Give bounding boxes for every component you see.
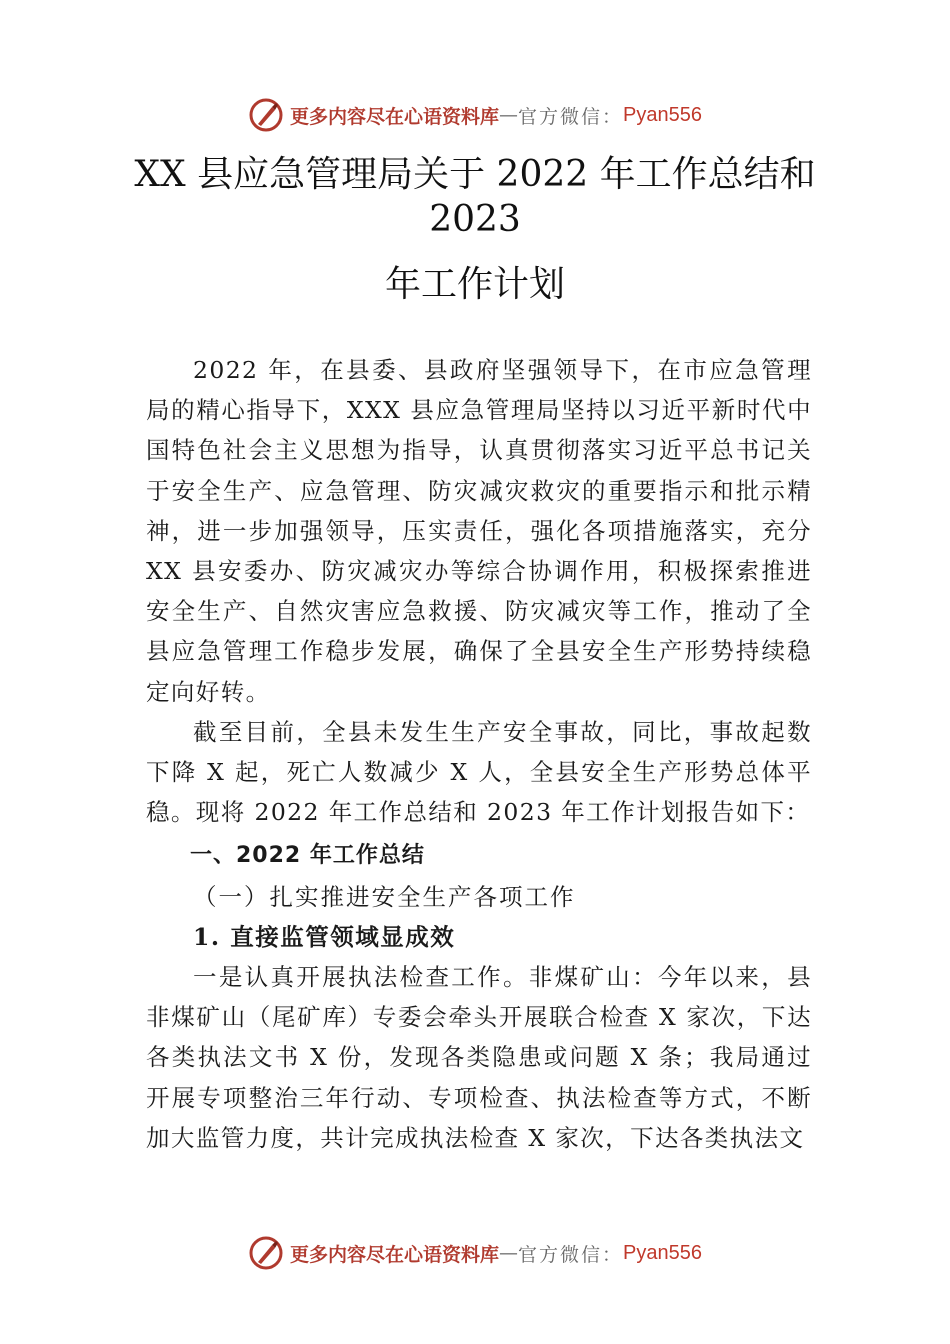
watermark-separator: —: [499, 104, 519, 126]
document-title-line3: 年工作计划: [384, 264, 565, 305]
watermark-text: 更多内容尽在心语资料库: [290, 1243, 500, 1266]
watermark-id: Pyan556: [623, 1241, 702, 1264]
section-heading-1-1: （一）扎实推进安全生产各项工作: [193, 882, 576, 911]
footer-watermark: [0, 1233, 950, 1273]
section-heading-1-1-1: 1. 直接监管领域显成效: [193, 922, 456, 951]
watermark-official: 官方微信：: [518, 1243, 624, 1266]
document-title-line1: XX 县应急管理局关于 2022 年工作总结和: [134, 154, 816, 195]
watermark-id: Pyan556: [623, 103, 702, 126]
paragraph-intro: 2022 年，在县委、县政府坚强领导下，在市应急管理局的精心指导下，XXX 县应急管理局坚持以习近平新时代中国特色社会主义思想为指导，认真贯彻落实习近平总书记关于安全生产、应急管理、防灾减灾救灾的重要指示和批示精神，进一步加强领导，压实责任，强化各项措施落实，充分 XX 县安委办、防灾减灾办等综合协调作用，积极探索推进安全生产、自然灾害应急救援、防灾减灾等工作，推动了全县应急管理工作稳步发展，确保了全县安全生产形势持续稳定向好转。: [146, 356, 812, 706]
paragraph-summary: 截至目前，全县未发生生产安全事故，同比，事故起数下降 X 起，死亡人数减少 X 人，全县安全生产形势总体平稳。现将 2022 年工作总结和 2023 年工作计划报告如下：: [146, 717, 812, 827]
paragraph-inspection: 一是认真开展执法检查工作。非煤矿山：今年以来，县非煤矿山（尾矿库）专委会牵头开展联合检查 X 家次，下达各类执法文书 X 份，发现各类隐患或问题 X 条；我局通过开展专项整治三年行动、专项检查、执法检查等方式，不断加大监管力度，共计完成执法检查 X 家次，下达各类执法文: [146, 963, 812, 1152]
section-heading-1: 一、2022 年工作总结: [190, 843, 425, 869]
document-title-line2: 2023: [429, 199, 521, 240]
watermark-separator: —: [499, 1242, 519, 1264]
watermark-official: 官方微信：: [518, 105, 624, 128]
pen-seal-icon: [248, 1235, 284, 1271]
pen-seal-icon: [248, 97, 284, 133]
header-watermark: [0, 95, 950, 135]
watermark-text: 更多内容尽在心语资料库: [290, 105, 500, 128]
document-body: [146, 350, 812, 1158]
